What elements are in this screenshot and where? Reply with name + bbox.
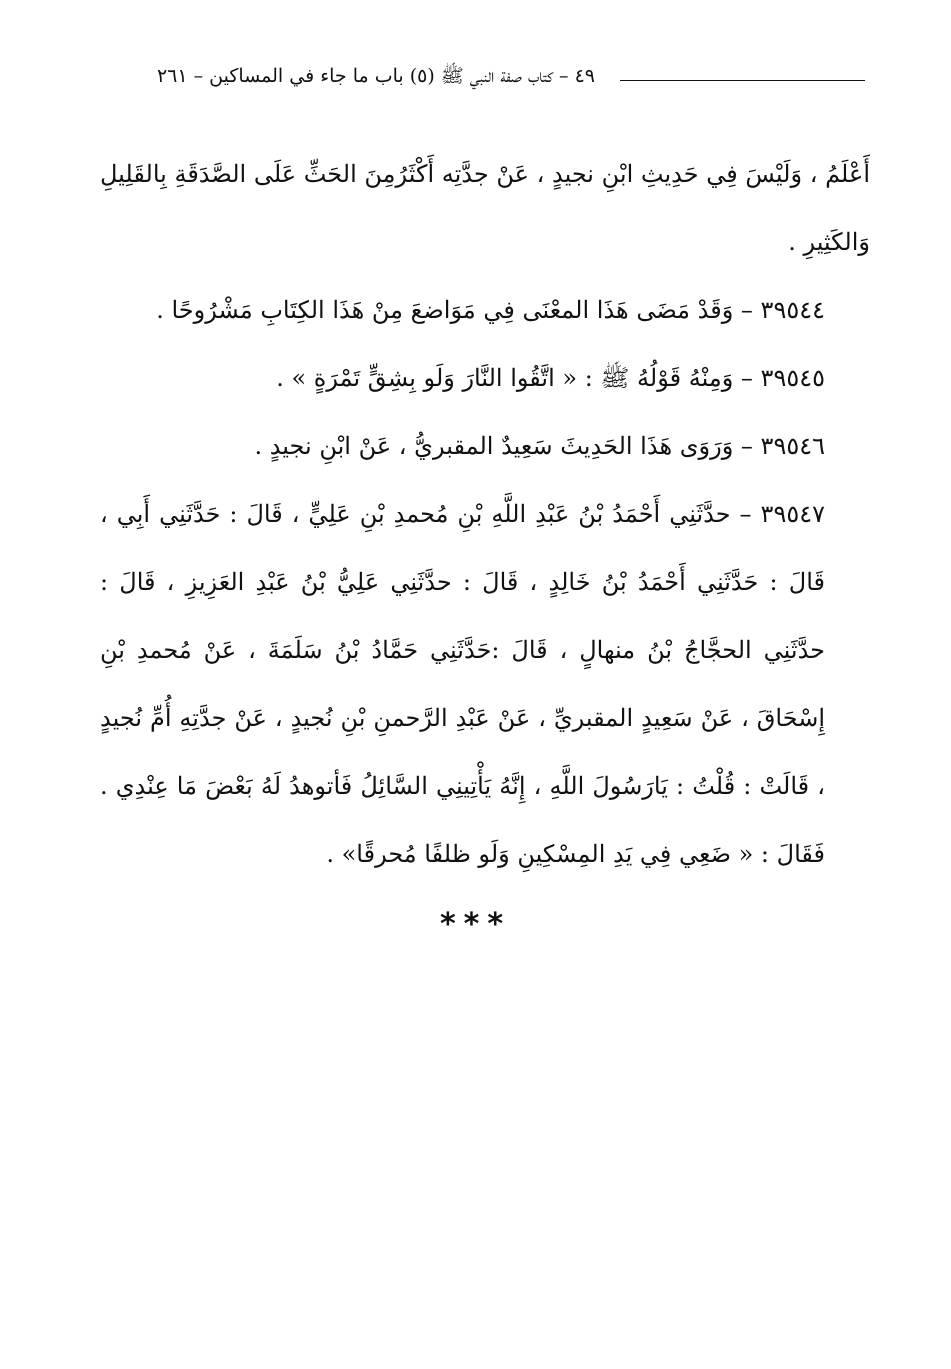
running-title: ٤٩ – كتاب صفة النبي ﷺ (٥) باب ما جاء في المساكين – ٢٦١ — [156, 65, 595, 87]
paragraph-39544: ٣٩٥٤٤ – وَقَدْ مَضَى هَذَا المعْنَى فِي مَوَاضعَ مِنْ هَذَا الكِتَابِ مَشْرُوحًا . — [156, 296, 825, 324]
paragraph-39545: ٣٩٥٤٥ – وَمِنْهُ قَوْلُهُ ﷺ : « اتَّقُوا النَّارَ وَلَو بِشِقٍّ تَمْرَةٍ » . — [276, 364, 825, 392]
paragraph-39547: ٣٩٥٤٧ – حدَّثَنِي أَحْمَدُ بْنُ عَبْدِ اللَّهِ بْنِ مُحمدِ بْنِ عَلِيٍّ ، قَالَ : حَدَّثَنِي أَبِي ، قَالَ : حَدَّثَنِي أَحْمَدُ بْنُ خَالِدٍ ، قَالَ : حدَّثَنِي عَلِيُّ بْنُ عَبْدِ العَزِيزِ ، قَالَ : حدَّثَنِي الحجَّاجُ بْنُ منهالٍ ، قَالَ :حَدَّثَنِي حَمَّادُ بْنُ سَلَمَةَ ، عَنْ مُحمدِ بْنِ إِسْحَاقَ ، عَنْ سَعِيدٍ المقبريِّ ، عَنْ عَبْدِ الرَّحمنِ بْنِ نُجيدٍ ، عَنْ جدَّتِهِ أُمِّ نُجيدٍ ، قَالَتْ : قُلْتُ : يَارَسُولَ اللَّهِ ، إِنَّهُ يَأْتِينِي السَّائِلُ فَأتوهدُ لَهُ بَعْضَ مَا عِنْدِي . فَقَالَ : « ضَعِي فِي يَدِ المِسْكِينِ وَلَو ظلفًا مُحرقًا» . — [100, 500, 825, 868]
section-separator: *** — [439, 907, 512, 942]
running-header — [95, 58, 865, 94]
header-rule — [620, 80, 865, 81]
main-text — [100, 140, 870, 888]
paragraph-continuation: أَعْلَمُ ، وَلَيْسَ فِي حَدِيثِ ابْنِ نجيدٍ ، عَنْ جدَّتِه أَكْثَرُمِنَ الحَثِّ عَلَى الصَّدَقَةِ بِالقَلِيلِ وَالكَثِيرِ . — [100, 160, 870, 256]
paragraph-39546: ٣٩٥٤٦ – وَرَوَى هَذَا الحَدِيثَ سَعِيدٌ المقبريُّ ، عَنْ ابْنِ نجيدٍ . — [254, 432, 825, 460]
